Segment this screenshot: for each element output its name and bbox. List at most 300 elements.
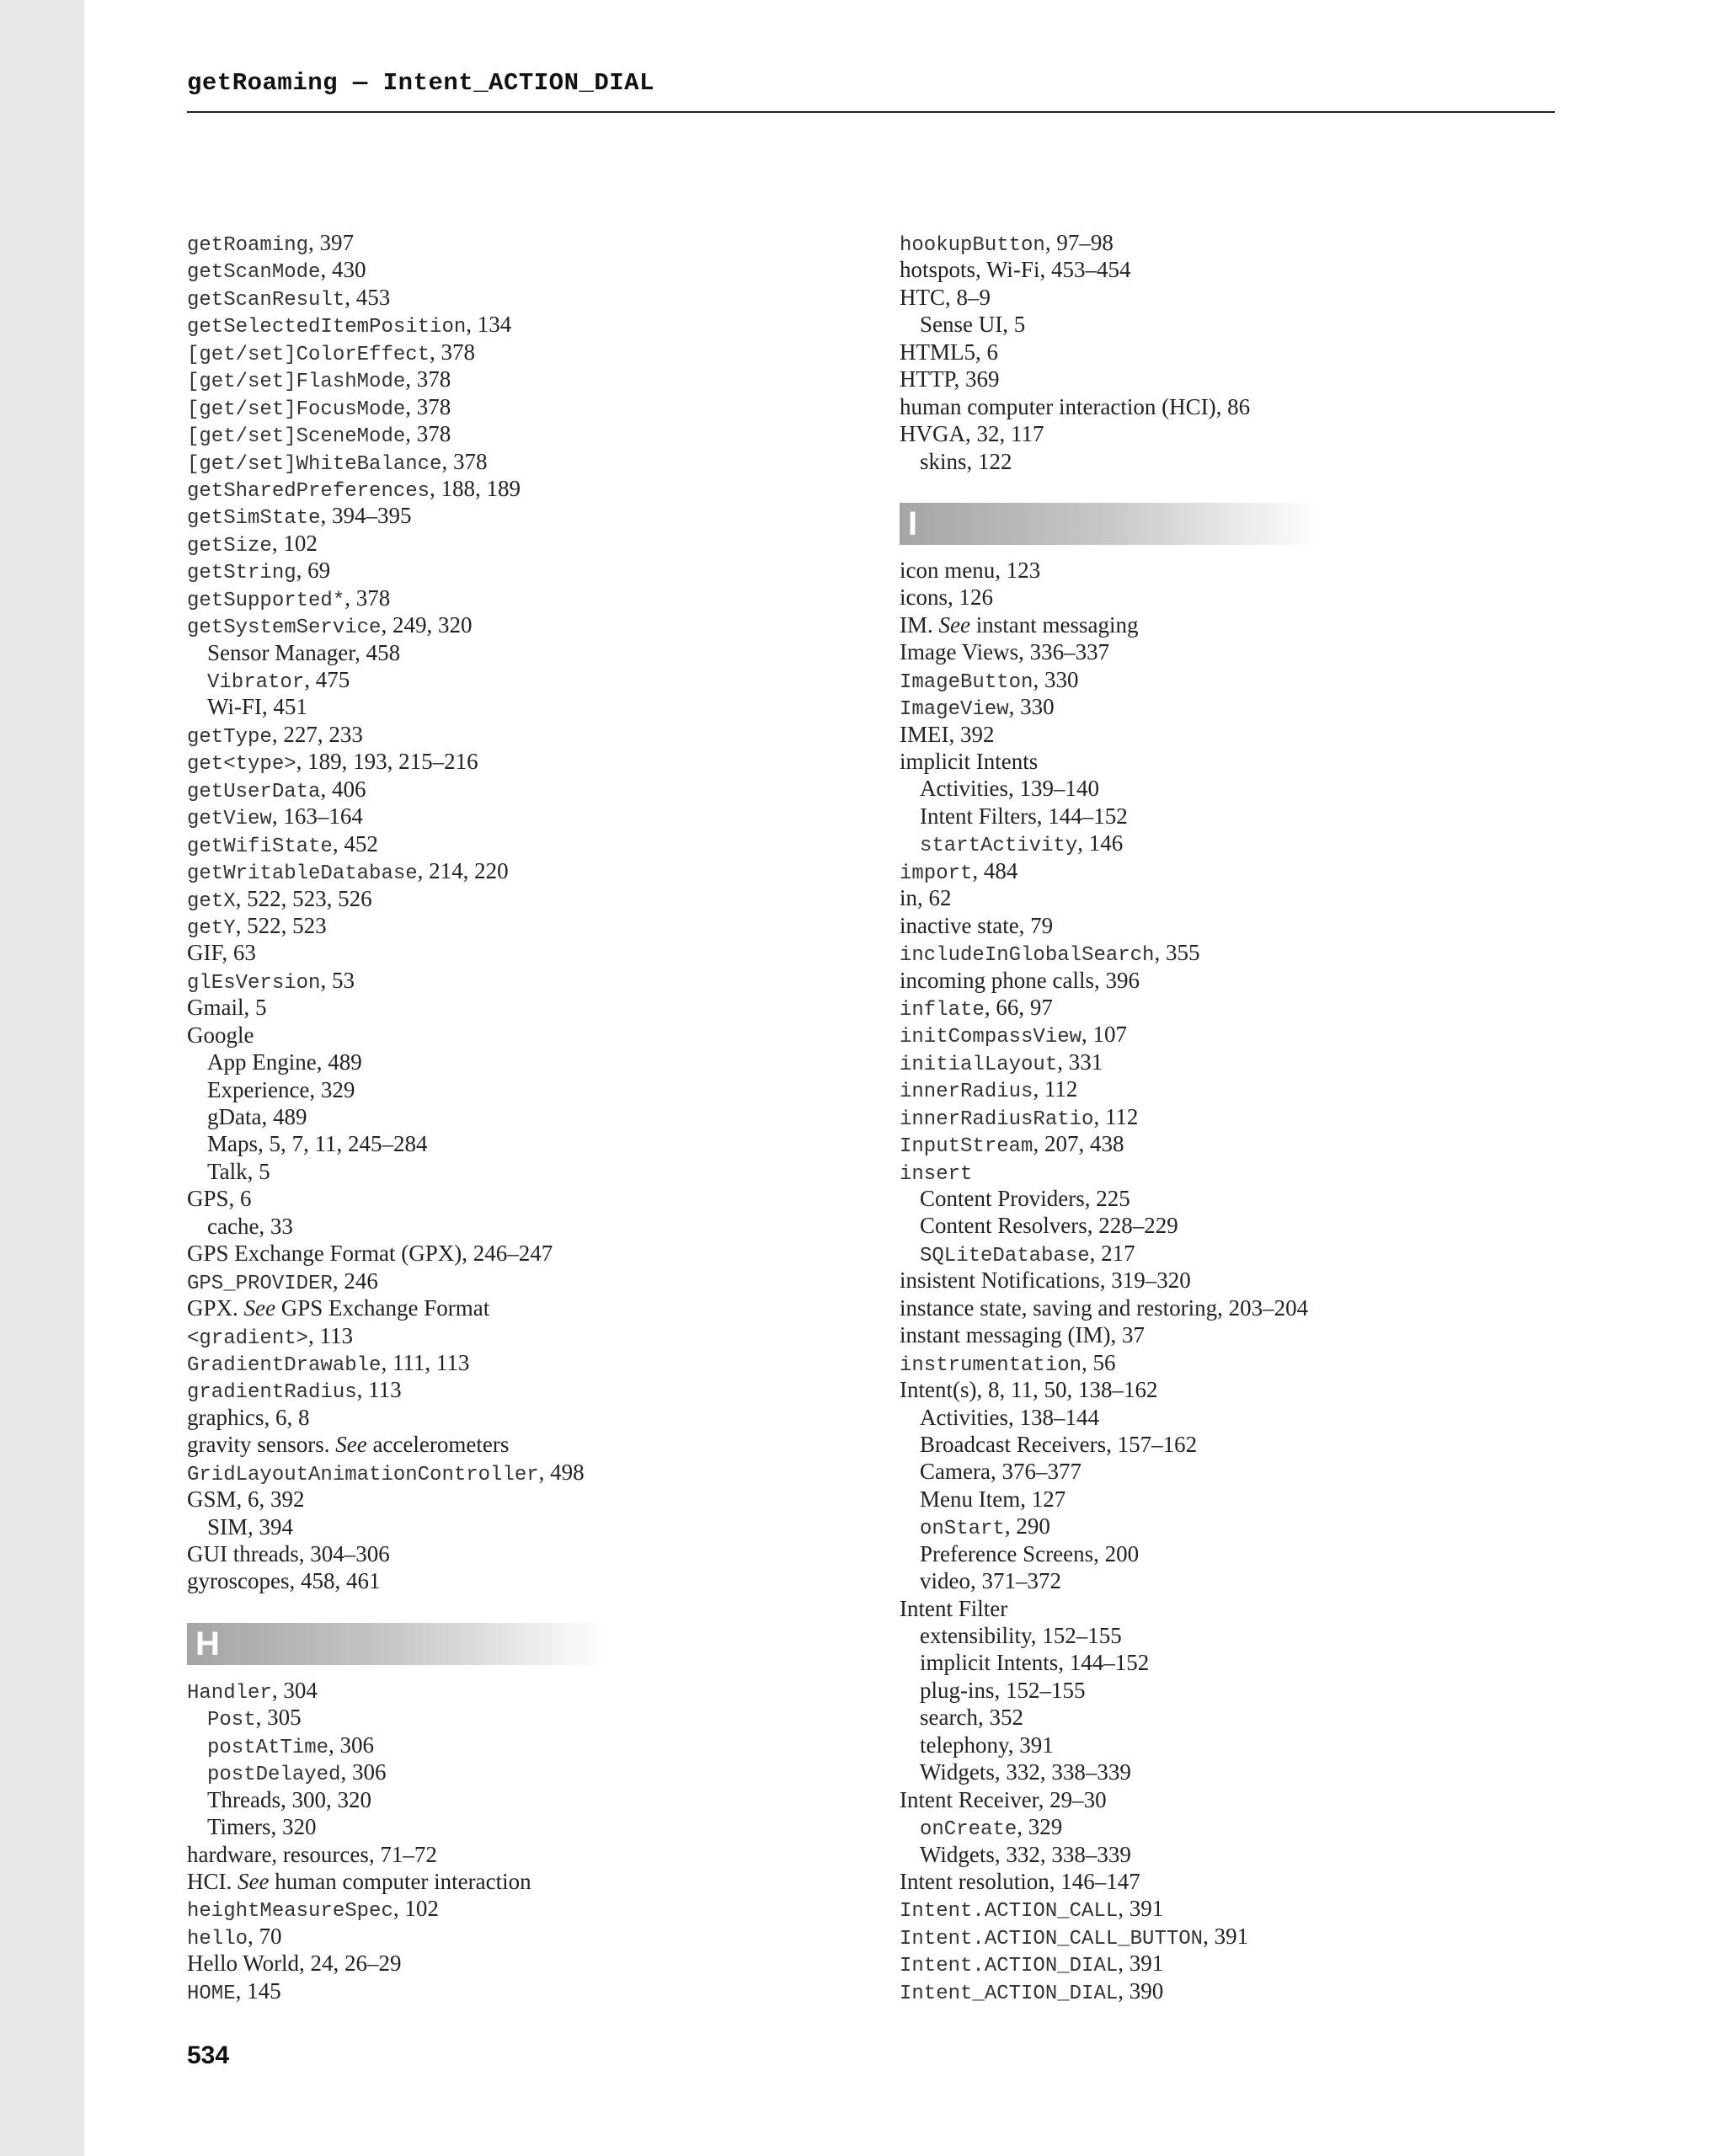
entry-code-term: getSystemService bbox=[187, 616, 382, 640]
entry-text: Intent Receiver, 29–30 bbox=[900, 1786, 1107, 1812]
entry-text: , 112 bbox=[1093, 1103, 1139, 1129]
index-entry bbox=[187, 311, 827, 338]
entry-text: , 329 bbox=[1017, 1814, 1063, 1840]
entry-code-term: hookupButton bbox=[900, 234, 1045, 257]
entry-text: IMEI, 392 bbox=[900, 721, 995, 747]
entry-code-term: includeInGlobalSearch bbox=[900, 944, 1155, 968]
index-entry bbox=[187, 1431, 827, 1458]
entry-text: instant messaging (IM), 37 bbox=[900, 1322, 1145, 1348]
index-entry bbox=[900, 1158, 1540, 1185]
entry-text: , 330 bbox=[1033, 666, 1079, 692]
index-subentry bbox=[900, 1841, 1540, 1868]
index-entry bbox=[900, 1294, 1540, 1321]
entry-text: skins, 122 bbox=[920, 448, 1012, 474]
entry-code-term: hello bbox=[187, 1927, 248, 1951]
index-entry bbox=[900, 1049, 1540, 1075]
entry-code-term: getWifiState bbox=[187, 835, 333, 858]
header-rule bbox=[187, 111, 1555, 113]
entry-code-term: Post bbox=[207, 1709, 256, 1732]
entry-code-term: getSupported* bbox=[187, 589, 345, 612]
entry-code-term: ImageView bbox=[900, 698, 1009, 722]
entry-text: video, 371–372 bbox=[920, 1568, 1061, 1594]
index-subentry bbox=[187, 1513, 827, 1540]
entry-code-term: get<type> bbox=[187, 753, 296, 776]
index-entry bbox=[187, 339, 827, 366]
index-entry bbox=[187, 1540, 827, 1567]
index-subentry bbox=[187, 1786, 827, 1813]
index-subentry bbox=[187, 1758, 827, 1785]
index-subentry bbox=[187, 666, 827, 693]
index-entry bbox=[900, 1267, 1540, 1294]
entry-code-term: [get/set]FocusMode bbox=[187, 398, 406, 421]
index-entry bbox=[187, 1841, 827, 1868]
entry-text: , 330 bbox=[1008, 694, 1055, 720]
entry-code-term: innerRadiusRatio bbox=[900, 1107, 1094, 1131]
index-entry bbox=[900, 1321, 1540, 1348]
index-subentry bbox=[900, 1486, 1540, 1513]
index-entry bbox=[187, 885, 827, 912]
entry-text: , 378 bbox=[405, 421, 451, 447]
index-entry bbox=[187, 1185, 827, 1212]
index-column-left bbox=[187, 229, 827, 2004]
index-entry bbox=[187, 1977, 827, 2004]
index-entry bbox=[900, 1075, 1540, 1102]
index-entry bbox=[900, 256, 1540, 283]
entry-text: HTC, 8–9 bbox=[900, 284, 991, 310]
entry-text: hardware, resources, 71–72 bbox=[187, 1841, 437, 1867]
entry-text: , 69 bbox=[296, 558, 331, 584]
entry-code-term: Intent.ACTION_CALL bbox=[900, 1900, 1119, 1924]
index-entry bbox=[187, 857, 827, 884]
entry-text: , 378 bbox=[405, 393, 451, 419]
entry-text: Threads, 300, 320 bbox=[207, 1786, 371, 1812]
index-entry bbox=[187, 1923, 827, 1950]
entry-text: Content Resolvers, 228–229 bbox=[920, 1213, 1178, 1239]
entry-text: , 475 bbox=[304, 667, 350, 692]
entry-code-term: inflate bbox=[900, 998, 985, 1022]
entry-text: gravity sensors. bbox=[187, 1432, 336, 1458]
entry-text: accelerometers bbox=[366, 1432, 510, 1458]
entry-text: in, 62 bbox=[900, 885, 952, 911]
index-entry bbox=[187, 1349, 827, 1376]
index-entry bbox=[187, 229, 827, 256]
entry-text: , 391 bbox=[1203, 1923, 1249, 1949]
index-entry bbox=[900, 366, 1540, 392]
index-column-right bbox=[900, 229, 1540, 2004]
entry-code-term: getView bbox=[187, 808, 272, 831]
index-entry bbox=[187, 748, 827, 775]
index-entry bbox=[900, 884, 1540, 911]
entry-text: GPS, 6 bbox=[187, 1186, 252, 1212]
entry-text: Timers, 320 bbox=[207, 1814, 317, 1840]
entry-text: , 305 bbox=[255, 1705, 302, 1731]
entry-code-term: getType bbox=[187, 725, 272, 749]
entry-code-term: <gradient> bbox=[187, 1326, 309, 1350]
entry-text: , 53 bbox=[320, 967, 355, 993]
entry-text: , 522, 523, 526 bbox=[235, 885, 372, 911]
index-entry bbox=[187, 530, 827, 557]
entry-text: Intent(s), 8, 11, 50, 138–162 bbox=[900, 1377, 1158, 1403]
entry-text: Broadcast Receivers, 157–162 bbox=[920, 1431, 1198, 1457]
index-subentry bbox=[900, 803, 1540, 830]
index-subentry bbox=[900, 1704, 1540, 1731]
section-gap bbox=[187, 1595, 827, 1623]
index-entry bbox=[187, 721, 827, 748]
index-subentry bbox=[900, 311, 1540, 338]
entry-text: , 390 bbox=[1118, 1977, 1164, 2004]
entry-text: Maps, 5, 7, 11, 245–284 bbox=[207, 1131, 428, 1157]
index-entry bbox=[187, 1267, 827, 1294]
index-entry bbox=[900, 584, 1540, 611]
entry-text: HTTP, 369 bbox=[900, 366, 1000, 392]
entry-code-term: insert bbox=[900, 1162, 973, 1186]
entry-text: , 378 bbox=[405, 366, 451, 392]
entry-text: , 56 bbox=[1081, 1349, 1116, 1375]
entry-code-term: getX bbox=[187, 889, 236, 913]
entry-text: , 290 bbox=[1004, 1513, 1050, 1540]
entry-text: Menu Item, 127 bbox=[920, 1486, 1066, 1512]
entry-text: , 146 bbox=[1077, 830, 1124, 857]
entry-text: Sense UI, 5 bbox=[920, 312, 1026, 338]
entry-text: Talk, 5 bbox=[207, 1158, 270, 1184]
entry-text: , 406 bbox=[320, 776, 366, 802]
index-entry bbox=[187, 448, 827, 475]
entry-text: , 430 bbox=[320, 257, 366, 283]
index-entry bbox=[187, 803, 827, 830]
entry-code-term: [get/set]ColorEffect bbox=[187, 343, 430, 366]
index-entry bbox=[187, 475, 827, 502]
entry-code-term: getScanMode bbox=[187, 261, 321, 285]
index-entry bbox=[900, 1923, 1540, 1950]
entry-text: , 189, 193, 215–216 bbox=[296, 749, 478, 775]
index-subentry bbox=[900, 830, 1540, 857]
entry-code-term: SQLiteDatabase bbox=[920, 1244, 1090, 1267]
entry-text: GIF, 63 bbox=[187, 940, 256, 966]
index-entry bbox=[900, 420, 1540, 447]
entry-text: , 97–98 bbox=[1044, 230, 1114, 255]
page-number: 534 bbox=[187, 2041, 230, 2069]
entry-text: GPS Exchange Format (GPX), 246–247 bbox=[187, 1241, 553, 1267]
entry-text: telephony, 391 bbox=[920, 1732, 1054, 1758]
index-entry bbox=[187, 502, 827, 529]
entry-text: , 249, 320 bbox=[381, 612, 473, 638]
index-entry bbox=[900, 1977, 1540, 2004]
index-subentry bbox=[900, 448, 1540, 475]
entry-text: , 112 bbox=[1033, 1076, 1078, 1102]
entry-text: icons, 126 bbox=[900, 584, 993, 611]
letter-section-label: H bbox=[195, 1625, 220, 1662]
index-entry bbox=[900, 1376, 1540, 1403]
index-entry bbox=[187, 393, 827, 420]
index-entry bbox=[900, 611, 1540, 638]
index-subentry bbox=[900, 1540, 1540, 1567]
entry-text: hotspots, Wi-Fi, 453–454 bbox=[900, 257, 1131, 283]
entry-text: , 306 bbox=[340, 1759, 387, 1785]
entry-text: HTML5, 6 bbox=[900, 339, 998, 365]
index-entry bbox=[900, 339, 1540, 366]
index-entry bbox=[187, 420, 827, 447]
index-subentry bbox=[900, 1212, 1540, 1239]
index-entry bbox=[187, 256, 827, 283]
entry-see-reference: See bbox=[938, 611, 970, 638]
index-entry bbox=[900, 1868, 1540, 1895]
index-entry bbox=[187, 1567, 827, 1594]
index-entry bbox=[900, 666, 1540, 693]
index-entry bbox=[900, 994, 1540, 1021]
letter-section-header bbox=[187, 1623, 608, 1665]
entry-text: Intent resolution, 146–147 bbox=[900, 1868, 1140, 1894]
index-subentry bbox=[187, 693, 827, 720]
entry-text: , 394–395 bbox=[320, 503, 412, 529]
entry-code-term: postDelayed bbox=[207, 1764, 341, 1787]
entry-text: Preference Screens, 200 bbox=[920, 1540, 1140, 1566]
entry-code-term: ImageButton bbox=[900, 670, 1033, 694]
index-subentry bbox=[187, 1158, 827, 1185]
entry-text: instance state, saving and restoring, 203–204 bbox=[900, 1294, 1309, 1321]
entry-code-term: getSelectedItemPosition bbox=[187, 316, 467, 339]
index-entry bbox=[900, 721, 1540, 748]
entry-text: , 111, 113 bbox=[381, 1349, 470, 1375]
entry-code-term: heightMeasureSpec bbox=[187, 1900, 393, 1924]
index-entry bbox=[900, 1595, 1540, 1622]
entry-code-term: GradientDrawable bbox=[187, 1353, 382, 1377]
index-entry bbox=[900, 638, 1540, 665]
index-subentry bbox=[900, 1567, 1540, 1594]
entry-text: , 102 bbox=[271, 530, 318, 556]
index-entry bbox=[187, 776, 827, 803]
entry-code-term: getWritableDatabase bbox=[187, 862, 418, 886]
entry-text: Camera, 376–377 bbox=[920, 1459, 1081, 1485]
entry-code-term: getSharedPreferences bbox=[187, 479, 430, 503]
index-subentry bbox=[900, 1649, 1540, 1676]
index-entry bbox=[187, 1240, 827, 1267]
entry-code-term: Intent_ACTION_DIAL bbox=[900, 1982, 1119, 2005]
index-subentry bbox=[900, 1513, 1540, 1540]
index-entry bbox=[900, 912, 1540, 939]
section-gap bbox=[900, 475, 1540, 503]
entry-text: incoming phone calls, 396 bbox=[900, 967, 1140, 993]
entry-text: App Engine, 489 bbox=[207, 1049, 362, 1075]
entry-code-term: getScanResult bbox=[187, 288, 345, 312]
entry-text: GPX. bbox=[187, 1295, 244, 1321]
entry-text: Intent Filter bbox=[900, 1595, 1008, 1621]
entry-code-term: GPS_PROVIDER bbox=[187, 1272, 333, 1295]
index-entry bbox=[187, 967, 827, 994]
index-subentry bbox=[900, 1758, 1540, 1785]
index-subentry bbox=[187, 1813, 827, 1840]
entry-text: , 484 bbox=[972, 857, 1018, 883]
entry-code-term: getY bbox=[187, 916, 236, 940]
index-entry bbox=[187, 1459, 827, 1486]
entry-code-term: getRoaming bbox=[187, 234, 309, 257]
entry-code-term: onStart bbox=[920, 1518, 1005, 1541]
entry-text: GUI threads, 304–306 bbox=[187, 1541, 390, 1566]
entry-code-term: getSize bbox=[187, 534, 272, 558]
entry-text: extensibility, 152–155 bbox=[920, 1623, 1122, 1648]
index-entry bbox=[900, 1895, 1540, 1922]
index-entry bbox=[900, 1786, 1540, 1813]
entry-text: IM. bbox=[900, 611, 939, 638]
entry-code-term: postAtTime bbox=[207, 1736, 329, 1759]
entry-text: human computer interaction (HCI), 86 bbox=[900, 393, 1251, 419]
letter-section-label: I bbox=[908, 504, 918, 542]
entry-text: Widgets, 332, 338–339 bbox=[920, 1759, 1131, 1785]
entry-text: gData, 489 bbox=[207, 1104, 307, 1129]
entry-code-term: getUserData bbox=[187, 780, 321, 803]
index-entry bbox=[900, 284, 1540, 311]
entry-text: , 391 bbox=[1118, 1896, 1164, 1922]
index-subentry bbox=[900, 1732, 1540, 1758]
index-entry bbox=[900, 557, 1540, 584]
entry-text: , 107 bbox=[1081, 1022, 1128, 1048]
entry-text: GPS Exchange Format bbox=[275, 1295, 490, 1321]
entry-text: graphics, 6, 8 bbox=[187, 1404, 310, 1430]
index-subentry bbox=[187, 1704, 827, 1731]
index-entry bbox=[187, 994, 827, 1021]
entry-text: , 378 bbox=[344, 584, 391, 611]
entry-code-term: [get/set]FlashMode bbox=[187, 371, 406, 394]
entry-text: Intent Filters, 144–152 bbox=[920, 803, 1128, 829]
entry-text: HVGA, 32, 117 bbox=[900, 421, 1044, 447]
index-entry bbox=[187, 830, 827, 857]
entry-code-term: instrumentation bbox=[900, 1353, 1082, 1377]
entry-text: , 217 bbox=[1089, 1240, 1135, 1266]
entry-text: gyroscopes, 458, 461 bbox=[187, 1568, 381, 1594]
index-subentry bbox=[900, 1622, 1540, 1649]
entry-text: instant messaging bbox=[969, 611, 1139, 638]
entry-text: , 453 bbox=[344, 284, 391, 310]
entry-text: , 246 bbox=[332, 1267, 378, 1294]
entry-text: search, 352 bbox=[920, 1705, 1023, 1731]
entry-text: Activities, 138–144 bbox=[920, 1404, 1099, 1430]
index-entry bbox=[187, 1322, 827, 1349]
index-entry bbox=[187, 557, 827, 584]
index-subentry bbox=[187, 1213, 827, 1240]
index-entry bbox=[187, 1950, 827, 1977]
entry-code-term: onCreate bbox=[920, 1818, 1017, 1842]
entry-code-term: [get/set]WhiteBalance bbox=[187, 452, 442, 476]
index-entry bbox=[187, 1376, 827, 1403]
entry-text: Widgets, 332, 338–339 bbox=[920, 1841, 1131, 1867]
index-entry bbox=[187, 611, 827, 638]
index-entry bbox=[900, 1130, 1540, 1157]
entry-text: GSM, 6, 392 bbox=[187, 1486, 305, 1513]
index-entry bbox=[187, 1486, 827, 1513]
entry-code-term: getSimState bbox=[187, 507, 321, 531]
index-subentry bbox=[187, 1076, 827, 1103]
index-subentry bbox=[187, 1049, 827, 1075]
entry-text: , 207, 438 bbox=[1033, 1131, 1124, 1157]
entry-code-term: GridLayoutAnimationController bbox=[187, 1463, 539, 1486]
index-subentry bbox=[900, 1813, 1540, 1840]
entry-text: Sensor Manager, 458 bbox=[207, 639, 401, 665]
entry-text: , 66, 97 bbox=[984, 994, 1053, 1020]
index-entry bbox=[900, 1021, 1540, 1048]
entry-text: , 378 bbox=[441, 448, 488, 474]
entry-code-term: Vibrator bbox=[207, 671, 305, 694]
entry-see-reference: See bbox=[335, 1432, 367, 1458]
entry-text: icon menu, 123 bbox=[900, 557, 1041, 583]
index-entry bbox=[900, 693, 1540, 720]
index-entry bbox=[187, 1022, 827, 1049]
entry-code-term: Intent.ACTION_CALL_BUTTON bbox=[900, 1927, 1204, 1951]
index-entry bbox=[187, 584, 827, 611]
index-entry bbox=[187, 1677, 827, 1704]
index-entry bbox=[187, 939, 827, 966]
entry-text: , 355 bbox=[1154, 940, 1200, 966]
entry-text: Gmail, 5 bbox=[187, 995, 267, 1021]
entry-text: , 113 bbox=[308, 1322, 354, 1348]
letter-section-header bbox=[900, 503, 1321, 545]
entry-see-reference: See bbox=[238, 1868, 270, 1894]
entry-code-term: getString bbox=[187, 562, 296, 585]
entry-text: cache, 33 bbox=[207, 1213, 293, 1239]
entry-text: , 304 bbox=[271, 1677, 318, 1703]
entry-text: HCI. bbox=[187, 1868, 238, 1894]
entry-text: , 163–164 bbox=[271, 803, 363, 830]
index-entry bbox=[187, 284, 827, 311]
entry-text: Content Providers, 225 bbox=[920, 1186, 1130, 1211]
entry-text: , 452 bbox=[332, 830, 378, 857]
entry-text: , 498 bbox=[538, 1459, 585, 1485]
index-entry bbox=[187, 1294, 827, 1321]
index-entry bbox=[187, 1895, 827, 1922]
index-entry bbox=[187, 1404, 827, 1431]
index-entry bbox=[900, 1950, 1540, 1977]
index-entry bbox=[187, 366, 827, 392]
index-subentry bbox=[900, 1185, 1540, 1212]
entry-text: implicit Intents, 144–152 bbox=[920, 1650, 1150, 1676]
entry-text: SIM, 394 bbox=[207, 1513, 294, 1540]
entry-code-term: InputStream bbox=[900, 1135, 1033, 1159]
entry-text: , 70 bbox=[248, 1923, 282, 1949]
entry-text: Image Views, 336–337 bbox=[900, 639, 1110, 665]
entry-text: , 306 bbox=[328, 1732, 375, 1758]
index-subentry bbox=[900, 1431, 1540, 1458]
entry-text: insistent Notifications, 319–320 bbox=[900, 1267, 1191, 1294]
entry-code-term: glEsVersion bbox=[187, 971, 321, 995]
entry-text: human computer interaction bbox=[269, 1868, 531, 1894]
index-subentry bbox=[187, 1732, 827, 1758]
entry-code-term: Handler bbox=[187, 1681, 272, 1705]
entry-text: , 188, 189 bbox=[430, 475, 521, 501]
entry-code-term: HOME bbox=[187, 1982, 236, 2005]
entry-code-term: import bbox=[900, 862, 973, 885]
entry-code-term: gradientRadius bbox=[187, 1381, 357, 1405]
index-entry bbox=[187, 1868, 827, 1895]
entry-code-term: innerRadius bbox=[900, 1081, 1033, 1104]
entry-text: , 102 bbox=[393, 1896, 439, 1922]
entry-text: , 522, 523 bbox=[235, 912, 327, 938]
index-entry bbox=[900, 393, 1540, 420]
index-entry bbox=[900, 939, 1540, 966]
index-subentry bbox=[187, 1103, 827, 1130]
index-entry bbox=[187, 912, 827, 939]
entry-text: , 145 bbox=[235, 1977, 281, 2004]
entry-text: , 378 bbox=[430, 339, 476, 365]
index-entry bbox=[900, 857, 1540, 884]
index-entry bbox=[900, 967, 1540, 994]
entry-text: , 113 bbox=[356, 1377, 402, 1403]
entry-text: , 391 bbox=[1118, 1951, 1164, 1977]
index-subentry bbox=[900, 1677, 1540, 1704]
entry-code-term: [get/set]SceneMode bbox=[187, 425, 406, 449]
entry-text: , 227, 233 bbox=[271, 721, 363, 747]
index-subentry bbox=[900, 775, 1540, 802]
running-head: getRoaming — Intent_ACTION_DIAL bbox=[187, 69, 654, 97]
entry-text: , 134 bbox=[466, 312, 512, 338]
entry-text: , 331 bbox=[1057, 1049, 1103, 1075]
